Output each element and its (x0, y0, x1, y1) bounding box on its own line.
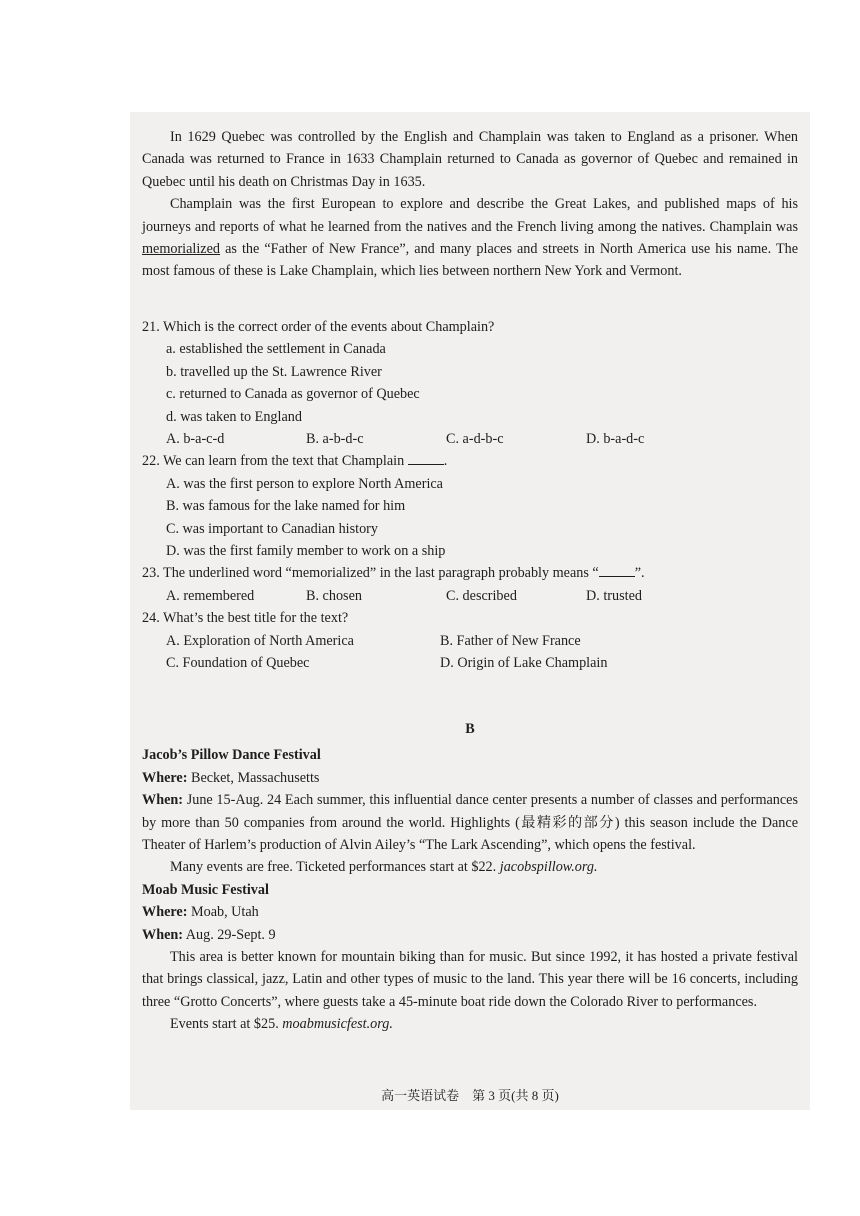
question-21-stem: 21. Which is the correct order of the events about Champlain? (142, 319, 495, 335)
festival-1-events: Many events are free. Ticketed performances start at $22. jacobspillow.org. (170, 859, 598, 876)
paragraph-1: In 1629 Quebec was controlled by the English and Champlain was taken to England as a prisoner. When Canada was returned to France in 1633 Champlain returned to Canada as governor of Quebec and remained in Quebec until his death on Christmas Day in 1635. (142, 129, 798, 190)
festival-2-body: This area is better known for mountain biking than for music. But since 1992, it has hosted a private festival that brings classical, jazz, Latin and other types of music to the land. This year there will be 16 concerts, including three “Grotto Concerts”, where guests take a 45-minute boat ride down the Colorado River to performances. (142, 949, 798, 1010)
paragraph-2: Champlain was the first European to explore and describe the Great Lakes, and published maps of his journeys and reports of what he learned from the natives and the French living among the natives. Champlain was memorialized as the “Father of New France”, and many places and streets in North America use his name. The most famous of these is Lake Champlain, which lies between northern New York and Vermont. (142, 196, 798, 280)
section-label: B (465, 721, 475, 737)
question-22-stem: 22. We can learn from the text that Champlain . (142, 453, 448, 470)
q23-choice-c: C. described (446, 587, 517, 604)
q24-choice-c: C. Foundation of Quebec (166, 655, 310, 672)
underlined-word: memorialized (142, 241, 220, 258)
q23-choice-a: A. remembered (166, 587, 255, 604)
q24-choice-a: A. Exploration of North America (166, 632, 354, 649)
q24-choices-row2 (166, 652, 798, 674)
question-24-stem: 24. What’s the best title for the text? (142, 610, 349, 627)
q22-choice-b: B. was famous for the lake named for him (166, 498, 406, 515)
festival-2-where: Where: Moab, Utah (142, 904, 259, 921)
q21-choice-d: D. b-a-d-c (586, 431, 645, 448)
festival-2-events: Events start at $25. moabmusicfest.org. (170, 1016, 393, 1033)
q21-choice-c: C. a-d-b-c (446, 431, 504, 448)
q22-choice-c: C. was important to Canadian history (166, 520, 378, 537)
q21-item-a: a. established the settlement in Canada (166, 341, 386, 358)
festival-2-site: moabmusicfest.org. (282, 1016, 393, 1033)
passage-b (142, 710, 798, 1036)
festival-1-when: When: June 15-Aug. 24 Each summer, this influential dance center presents a number of classes and performances by more than 50 companies from around the world. Highlights (最精彩的部分) this season include the Dance Theater of Harlem’s production of Alvin Ailey’s “The Lark Ascending”, which opens the festival. (142, 792, 798, 854)
q21-item-b: b. travelled up the St. Lawrence River (166, 363, 382, 380)
q21-item-d: d. was taken to England (166, 408, 302, 425)
q21-item-c: c. returned to Canada as governor of Quebec (166, 386, 420, 403)
festival-1-site: jacobspillow.org. (499, 859, 598, 876)
q24-choice-d: D. Origin of Lake Champlain (440, 655, 608, 672)
festival-2-title: Moab Music Festival (142, 881, 269, 898)
questions-block (142, 316, 798, 675)
q22-choice-a: A. was the first person to explore North America (166, 475, 443, 492)
q21-choice-b: B. a-b-d-c (306, 431, 364, 448)
page-footer: 高一英语试卷 第 3 页(共 8 页) (381, 1088, 559, 1103)
festival-1-title: Jacob’s Pillow Dance Festival (142, 747, 321, 764)
exam-page (130, 112, 810, 1110)
q24-choices-row1 (166, 630, 798, 652)
festival-2-when: When: Aug. 29-Sept. 9 (142, 926, 276, 943)
q23-choice-b: B. chosen (306, 587, 362, 604)
answer-blank (599, 564, 635, 577)
question-23-stem: 23. The underlined word “memorialized” in the last paragraph probably means “ ”. (142, 565, 645, 582)
passage-a-continued (142, 126, 798, 283)
festival-1-where: Where: Becket, Massachusetts (142, 769, 320, 786)
q23-choice-d: D. trusted (586, 587, 642, 604)
q22-choice-d: D. was the first family member to work on a ship (166, 543, 446, 560)
q23-choices (166, 585, 798, 607)
q21-choice-a: A. b-a-c-d (166, 431, 225, 448)
q21-choices (166, 428, 798, 450)
q24-choice-b: B. Father of New France (440, 632, 581, 649)
answer-blank (408, 452, 444, 465)
